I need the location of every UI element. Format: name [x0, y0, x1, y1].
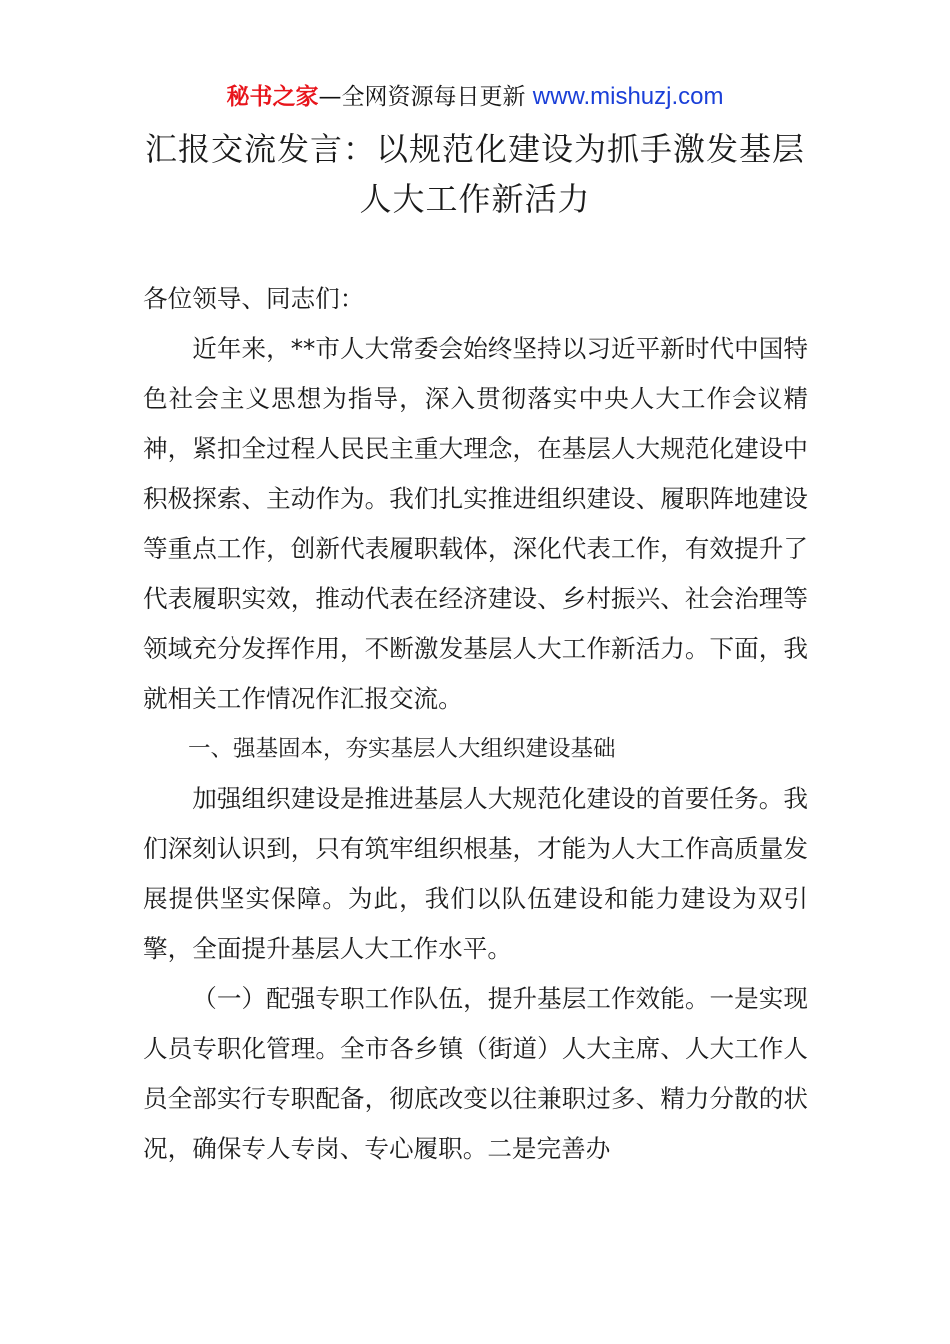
site-url-link[interactable]: www.mishuzj.com — [532, 83, 724, 110]
title-line-2: 人大工作新活力 — [359, 180, 591, 218]
paragraph-intro: 近年来，**市人大常委会始终坚持以习近平新时代中国特色社会主义思想为指导，深入贯彻落实中央人大工作会议精神，紧扣全过程人民民主重大理念，在基层人大规范化建设中积极探索、主动作为。我们扎实推进组织建设、履职阵地建设等重点工作，创新代表履职载体，深化代表工作，有效提升了代表履职实效，推动代表在经济建设、乡村振兴、社会治理等领域充分发挥作用，不断激发基层人大工作新活力。下面，我就相关工作情况作汇报交流。 — [143, 334, 808, 713]
paragraph-subsection-1: （一）配强专职工作队伍，提升基层工作效能。一是实现人员专职化管理。全市各乡镇（街道）人大主席、人大工作人员全部实行专职配备，彻底改变以往兼职过多、精力分散的状况，确保专人专岗、专心履职。二是完善办 — [143, 984, 808, 1163]
document-title — [0, 124, 950, 224]
paragraph-section-1: 加强组织建设是推进基层人大规范化建设的首要任务。我们深刻认识到，只有筑牢组织根基，才能为人大工作高质量发展提供坚实保障。为此，我们以队伍建设和能力建设为双引擎，全面提升基层人大工作水平。 — [143, 784, 808, 963]
header-tagline: —全网资源每日更新 — [318, 84, 533, 110]
section-heading-1: 一、强基固本，夯实基层人大组织建设基础 — [188, 736, 616, 762]
document-body — [143, 274, 808, 1174]
title-line-1: 汇报交流发言：以规范化建设为抓手激发基层 — [144, 130, 805, 168]
brand-name: 秘书之家 — [226, 84, 319, 110]
salutation: 各位领导、同志们： — [143, 284, 365, 313]
site-header — [0, 80, 950, 114]
